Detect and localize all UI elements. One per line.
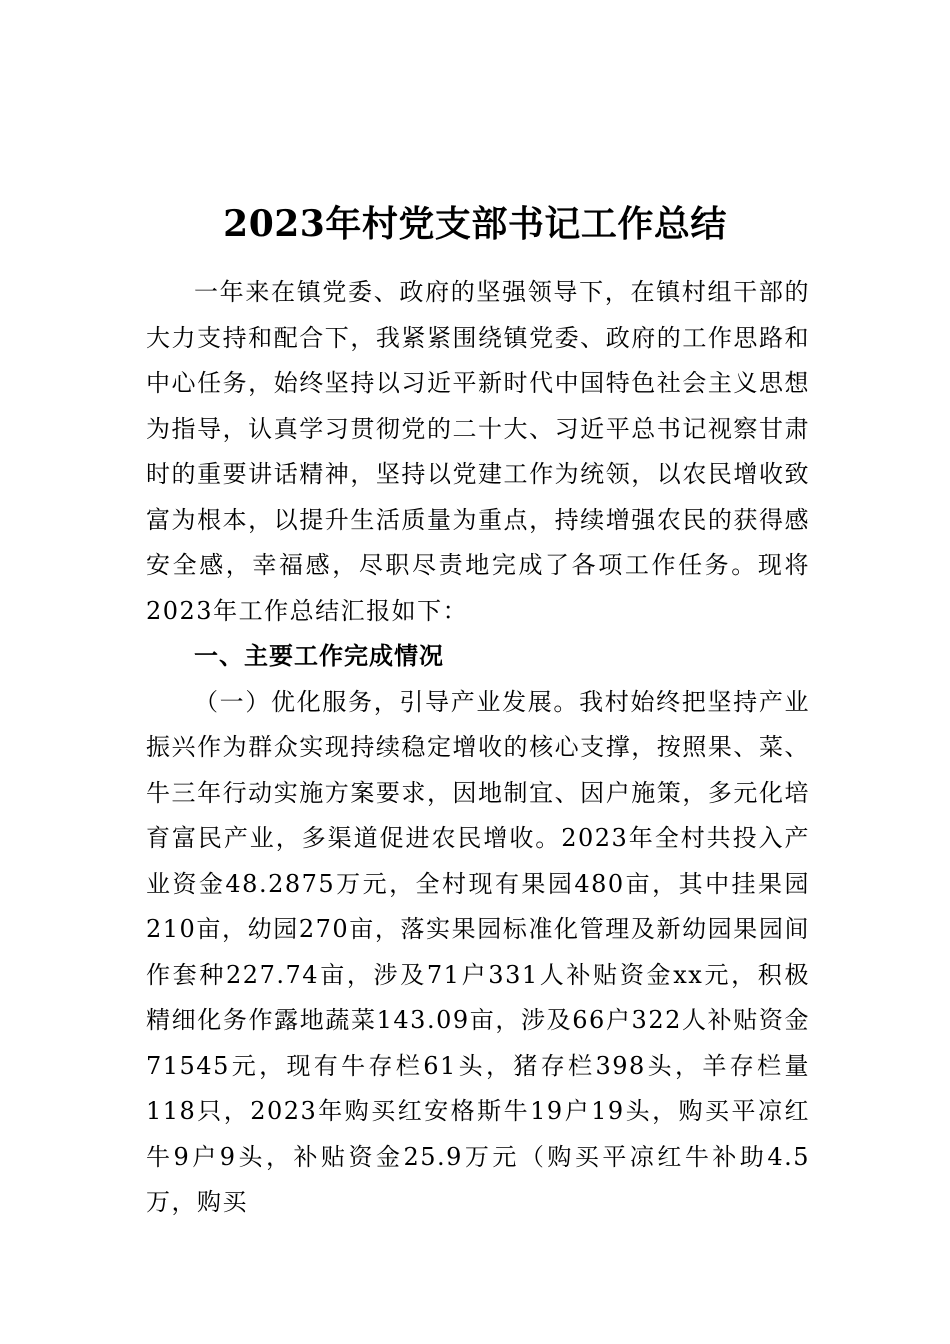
section-paragraph: （一）优化服务，引导产业发展。我村始终把坚持产业振兴作为群众实现持续稳定增收的核心支撑，按照果、菜、牛三年行动实施方案要求，因地制宜、因户施策，多元化培育富民产业，多渠道促进农民增收。2023年全村共投入产业资金48.2875万元，全村现有果园480亩，其中挂果园210亩，幼园270亩，落实果园标准化管理及新幼园果园间作套种227.74亩，涉及71户331人补贴资金xx元，积极精细化务作露地蔬菜143.09亩，涉及66户322人补贴资金71545元，现有牛存栏61头，猪存栏398头，羊存栏量118只，2023年购买红安格斯牛19户19头，购买平凉红牛9户9头，补贴资金25.9万元（购买平凉红牛补助4.5万，购买	[146, 687, 810, 1216]
document-title: 2023年村党支部书记工作总结	[223, 203, 727, 246]
document-body	[146, 270, 810, 1226]
section-heading: 一、主要工作完成情况	[194, 642, 444, 670]
intro-paragraph: 一年来在镇党委、政府的坚强领导下，在镇村组干部的大力支持和配合下，我紧紧围绕镇党委、政府的工作思路和中心任务，始终坚持以习近平新时代中国特色社会主义思想为指导，认真学习贯彻党的二十大、习近平总书记视察甘肃时的重要讲话精神，坚持以党建工作为统领，以农民增收致富为根本，以提升生活质量为重点，持续增强农民的获得感安全感，幸福感，尽职尽责地完成了各项工作任务。现将2023年工作总结汇报如下：	[146, 278, 810, 625]
